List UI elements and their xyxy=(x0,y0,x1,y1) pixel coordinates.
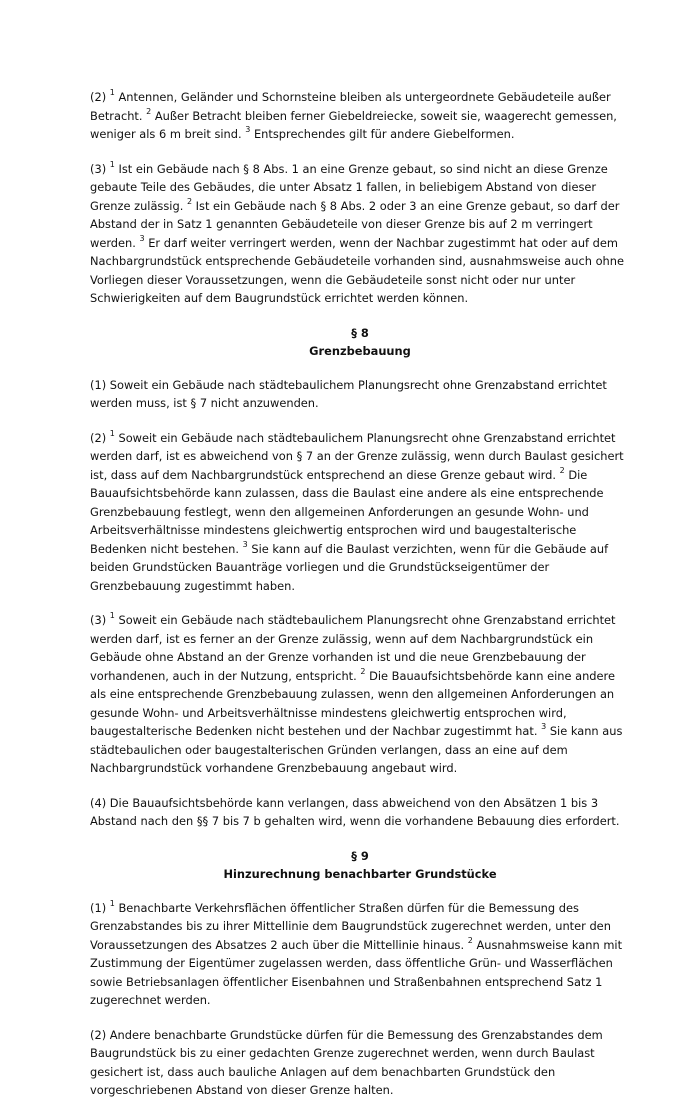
sentence: Die Bauaufsichtsbehörde kann eine andere als eine entsprechende Grenzbebauung zulassen, wenn den allgemeinen Anforderungen an gesunde Wohn- und Arbeitsverhältnisse mindestens gleichwertig entsprochen wird, baugestalterische Bedenken nicht bestehen und der Nachbar zugestimmt hat. xyxy=(90,668,615,738)
section-title: Grenzbebauung xyxy=(309,343,411,358)
s7-paragraph-2 xyxy=(90,88,630,144)
sentence: Entsprechendes gilt für andere Giebelformen. xyxy=(253,127,515,141)
section-number: § 9 xyxy=(351,848,369,863)
sentence-number: 2 xyxy=(467,935,473,945)
section-8-heading xyxy=(90,324,630,360)
sentence: Außer Betracht bleiben ferner Giebeldreiecke, soweit sie, waagerecht gemessen, weniger als 6 m breit sind. xyxy=(90,108,617,141)
sentence-number: 1 xyxy=(109,428,115,438)
sentence: Benachbarte Verkehrsflächen öffentlicher Straßen dürfen für die Bemessung des Grenzabstandes bis zu ihrer Mittellinie dem Baugrundstück zugerechnet werden, unter den Voraussetzungen des Absatzes 2 auch über die Mittellinie hinaus. xyxy=(90,900,611,952)
sentence-number: 2 xyxy=(186,196,193,206)
sentence: Antennen, Geländer und Schornsteine bleiben als untergeordnete Gebäudeteile außer Betracht. xyxy=(90,90,611,123)
document-page xyxy=(90,88,630,1116)
s8-paragraph-4: (4) Die Bauaufsichtsbehörde kann verlangen, dass abweichend von den Absätzen 1 bis 3 Abstand nach den §§ 7 bis 7 b gehalten wird, wenn die vorhandene Bebauung dies erfordert. xyxy=(90,795,620,828)
sentence-number: 1 xyxy=(109,898,115,908)
sentence: Ist ein Gebäude nach § 8 Abs. 2 oder 3 an eine Grenze gebaut, so darf der Abstand der in Satz 1 genannten Gebäudeteile von dieser Grenze bis auf 2 m verringert werden. xyxy=(90,198,620,250)
para-number: (2) xyxy=(90,430,107,445)
section-9-heading xyxy=(90,847,630,883)
sentence-number: 2 xyxy=(146,106,152,116)
s7-paragraph-3 xyxy=(90,160,630,308)
sentence-number: 1 xyxy=(109,611,115,620)
s9-paragraph-1 xyxy=(90,899,630,1010)
section-number: § 8 xyxy=(351,325,369,340)
para-number: (3) xyxy=(90,161,107,176)
s9-paragraph-2: (2) Andere benachbarte Grundstücke dürfen für die Bemessung des Grenzabstandes dem Baugrundstück bis zu einer gedachten Grenze zugerechnet werden, wenn durch Baulast gesichert ist, dass auch bauliche Anlagen auf dem benachbarten Grundstück den vorgeschriebenen Abstand von dieser Grenze halten. xyxy=(90,1027,603,1097)
sentence-number: 3 xyxy=(139,233,145,243)
s8-paragraph-1: (1) Soweit ein Gebäude nach städtebaulichem Planungsrecht ohne Grenzabstand errichtet werden muss, ist § 7 nicht anzuwenden. xyxy=(90,377,607,410)
sentence: Ist ein Gebäude nach § 8 Abs. 1 an eine Grenze gebaut, so sind nicht an diese Grenze gebaute Teile des Gebäudes, die unter Absatz 1 fallen, in beliebigem Abstand von dieser Grenze zulässig. xyxy=(90,161,608,213)
sentence-number: 2 xyxy=(360,666,366,676)
sentence-number: 3 xyxy=(242,539,248,549)
para-number: (2) xyxy=(90,90,107,104)
sentence: Ausnahmsweise kann mit Zustimmung der Eigentümer zugelassen werden, dass öffentliche Grün- und Wasserflächen sowie Betriebsanlagen öffentlicher Eisenbahnen und Straßenbahnen entsprechend Satz 1 zugerechnet werden. xyxy=(90,937,623,1007)
sentence-number: 3 xyxy=(245,125,251,134)
para-number: (3) xyxy=(90,613,107,627)
sentence: Er darf weiter verringert werden, wenn der Nachbar zugestimmt hat oder auf dem Nachbargrundstück entsprechende Gebäudeteile vorhanden sind, ausnahmsweise auch ohne Vorliegen dieser Voraussetzungen, wenn die Gebäudeteile sonst nicht oder nur unter Schwierigkeiten auf dem Baugrundstück errichtet werden können. xyxy=(90,235,624,305)
s8-paragraph-3 xyxy=(90,611,630,778)
sentence-number: 1 xyxy=(109,88,115,97)
sentence-number: 1 xyxy=(109,159,115,169)
sentence: Die Bauaufsichtsbehörde kann zulassen, dass die Baulast eine andere als eine entsprechende Grenzbebauung festlegt, wenn den allgemeinen Anforderungen an gesunde Wohn- und Arbeitsverhältnisse mindestens gleichwertig entsprochen wird und baugestalterische Bedenken nicht bestehen. xyxy=(90,467,604,556)
s8-paragraph-2 xyxy=(90,429,630,596)
para-number: (1) xyxy=(90,900,107,915)
section-title: Hinzurechnung benachbarter Grundstücke xyxy=(223,866,497,881)
sentence-number: 3 xyxy=(541,722,547,731)
sentence: Sie kann aus städtebaulichen oder baugestalterischen Gründen verlangen, dass an eine auf dem Nachbargrundstück vorhandene Grenzbebauung angebaut wird. xyxy=(90,724,623,775)
sentence: Sie kann auf die Baulast verzichten, wenn für die Gebäude auf beiden Grundstücken Bauanträge vorliegen und die Grundstückseigentümer der Grenzbebauung zugestimmt haben. xyxy=(90,541,609,593)
sentence: Soweit ein Gebäude nach städtebaulichem Planungsrecht ohne Grenzabstand errichtet werden darf, ist es ferner an der Grenze zulässig, wenn auf dem Nachbargrundstück ein Gebäude ohne Abstand an der Grenze vorhanden ist und die neue Grenzbebauung der vorhandenen, auch in der Nutzung, entspricht. xyxy=(90,613,616,683)
sentence: Soweit ein Gebäude nach städtebaulichem Planungsrecht ohne Grenzabstand errichtet werden darf, ist es abweichend von § 7 an der Grenze zulässig, wenn durch Baulast gesichert ist, dass auf dem Nachbargrundstück entsprechend an diese Grenze gebaut wird. xyxy=(90,430,624,482)
sentence-number: 2 xyxy=(559,465,565,475)
